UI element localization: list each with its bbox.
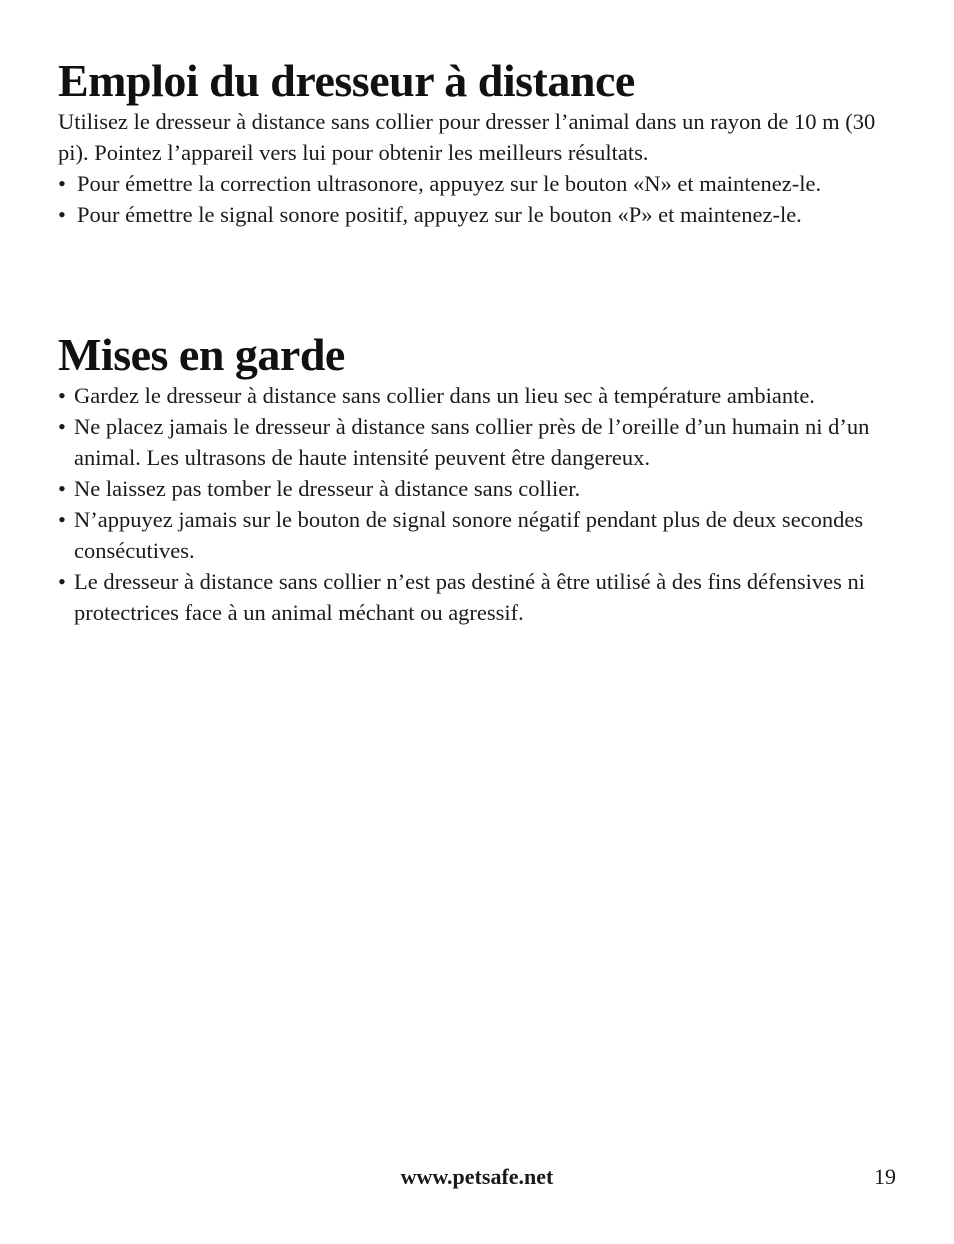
list-item-text: N’appuyez jamais sur le bouton de signal sonore négatif pendant plus de deux secondes consécutives. <box>74 507 864 563</box>
list-item-text: Gardez le dresseur à distance sans collier dans un lieu sec à température ambiante. <box>74 383 815 408</box>
bullet-symbol: • <box>58 476 66 501</box>
list-item-text: Le dresseur à distance sans collier n’est pas destiné à être utilisé à des fins défensives ni protectrices face à un animal méchant ou agressif. <box>74 569 865 625</box>
section-remote-trainer-usage <box>58 56 908 230</box>
section-title-usage: Emploi du dresseur à distance <box>58 55 635 106</box>
bullet-symbol: • <box>58 414 66 439</box>
page-number: 19 <box>874 1164 896 1189</box>
footer-website-url: www.petsafe.net <box>400 1164 554 1189</box>
list-item <box>58 504 908 566</box>
list-item <box>58 566 908 628</box>
usage-bullet-list <box>58 168 908 230</box>
list-item-text: Ne placez jamais le dresseur à distance sans collier près de l’oreille d’un humain ni d’un animal. Les ultrasons de haute intensité peuvent être dangereux. <box>74 414 870 470</box>
list-item <box>58 380 908 411</box>
bullet-symbol: • <box>58 569 66 594</box>
list-item <box>58 168 908 199</box>
list-item-text: Pour émettre le signal sonore positif, appuyez sur le bouton «P» et maintenez-le. <box>77 202 802 227</box>
list-item <box>58 199 908 230</box>
bullet-symbol: • <box>58 171 66 196</box>
list-item-text: Pour émettre la correction ultrasonore, appuyez sur le bouton «N» et maintenez-le. <box>77 171 822 196</box>
bullet-symbol: • <box>58 383 66 408</box>
section-title-warnings: Mises en garde <box>58 329 345 380</box>
warnings-bullet-list <box>58 380 908 628</box>
list-item <box>58 411 908 473</box>
list-item <box>58 473 908 504</box>
usage-intro-paragraph: Utilisez le dresseur à distance sans collier pour dresser l’animal dans un rayon de 10 m (30 pi). Pointez l’appareil vers lui pour obtenir les meilleurs résultats. <box>58 109 876 165</box>
list-item-text: Ne laissez pas tomber le dresseur à distance sans collier. <box>74 476 581 501</box>
bullet-symbol: • <box>58 507 66 532</box>
section-warnings <box>58 330 908 628</box>
bullet-symbol: • <box>58 202 66 227</box>
